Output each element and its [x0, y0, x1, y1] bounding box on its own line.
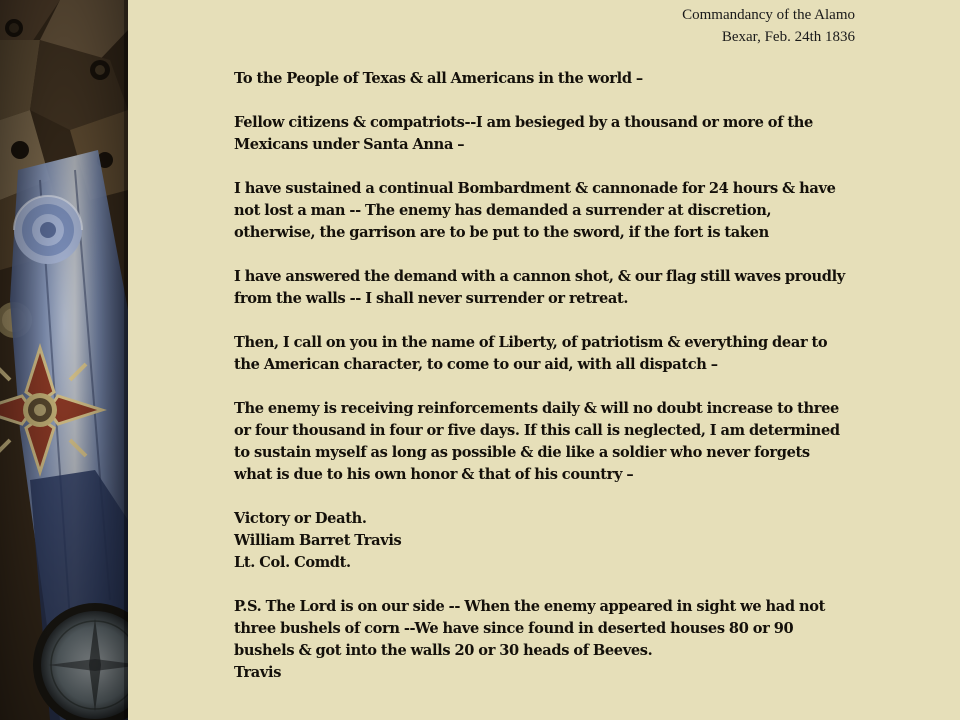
salutation: To the People of Texas & all Americans in the world –: [234, 70, 643, 87]
paragraph-call-for-aid: [234, 332, 874, 376]
text-line: from the walls -- I shall never surrender or retreat.: [234, 290, 629, 307]
heading-date: Bexar, Feb. 24th 1836: [721, 29, 855, 45]
signature-name: William Barret Travis: [234, 532, 402, 549]
text-line: otherwise, the garrison are to be put to the sword, if the fort is taken: [234, 224, 769, 241]
letter-slide: [128, 0, 960, 720]
text-line: the American character, to come to our aid, with all dispatch –: [234, 356, 718, 373]
heading-location: Commandancy of the Alamo: [682, 7, 855, 23]
letter-heading: [682, 4, 855, 48]
paragraph-reinforcements: [234, 398, 874, 486]
text-line: not lost a man -- The enemy has demanded a surrender at discretion,: [234, 202, 772, 219]
text-line: what is due to his own honor & that of his country –: [234, 466, 634, 483]
paragraph-bombardment: [234, 178, 874, 244]
medal-and-compass-illustration: [0, 0, 128, 720]
signature-rank: Lt. Col. Comdt.: [234, 554, 351, 571]
postscript-signature: Travis: [234, 664, 282, 681]
decorative-sidebar-image: [0, 0, 128, 720]
text-line: Fellow citizens & compatriots--I am besieged by a thousand or more of the: [234, 114, 813, 131]
text-line: P.S. The Lord is on our side -- When the enemy appeared in sight we had not: [234, 598, 826, 615]
letter-body: [234, 68, 874, 684]
text-line: to sustain myself as long as possible & die like a soldier who never forgets: [234, 444, 810, 461]
closing-motto: Victory or Death.: [234, 510, 367, 527]
paragraph-cannon-shot: [234, 266, 874, 310]
text-line: bushels & got into the walls 20 or 30 heads of Beeves.: [234, 642, 653, 659]
closing-signature: [234, 508, 874, 574]
paragraph-besieged: [234, 112, 874, 156]
text-line: three bushels of corn --We have since found in deserted houses 80 or 90: [234, 620, 794, 637]
text-line: I have sustained a continual Bombardment & cannonade for 24 hours & have: [234, 180, 836, 197]
text-line: Then, I call on you in the name of Liberty, of patriotism & everything dear to: [234, 334, 828, 351]
text-line: The enemy is receiving reinforcements daily & will no doubt increase to three: [234, 400, 839, 417]
text-line: or four thousand in four or five days. If this call is neglected, I am determined: [234, 422, 840, 439]
postscript: [234, 596, 874, 684]
text-line: I have answered the demand with a cannon shot, & our flag still waves proudly: [234, 268, 845, 285]
text-line: Mexicans under Santa Anna –: [234, 136, 465, 153]
